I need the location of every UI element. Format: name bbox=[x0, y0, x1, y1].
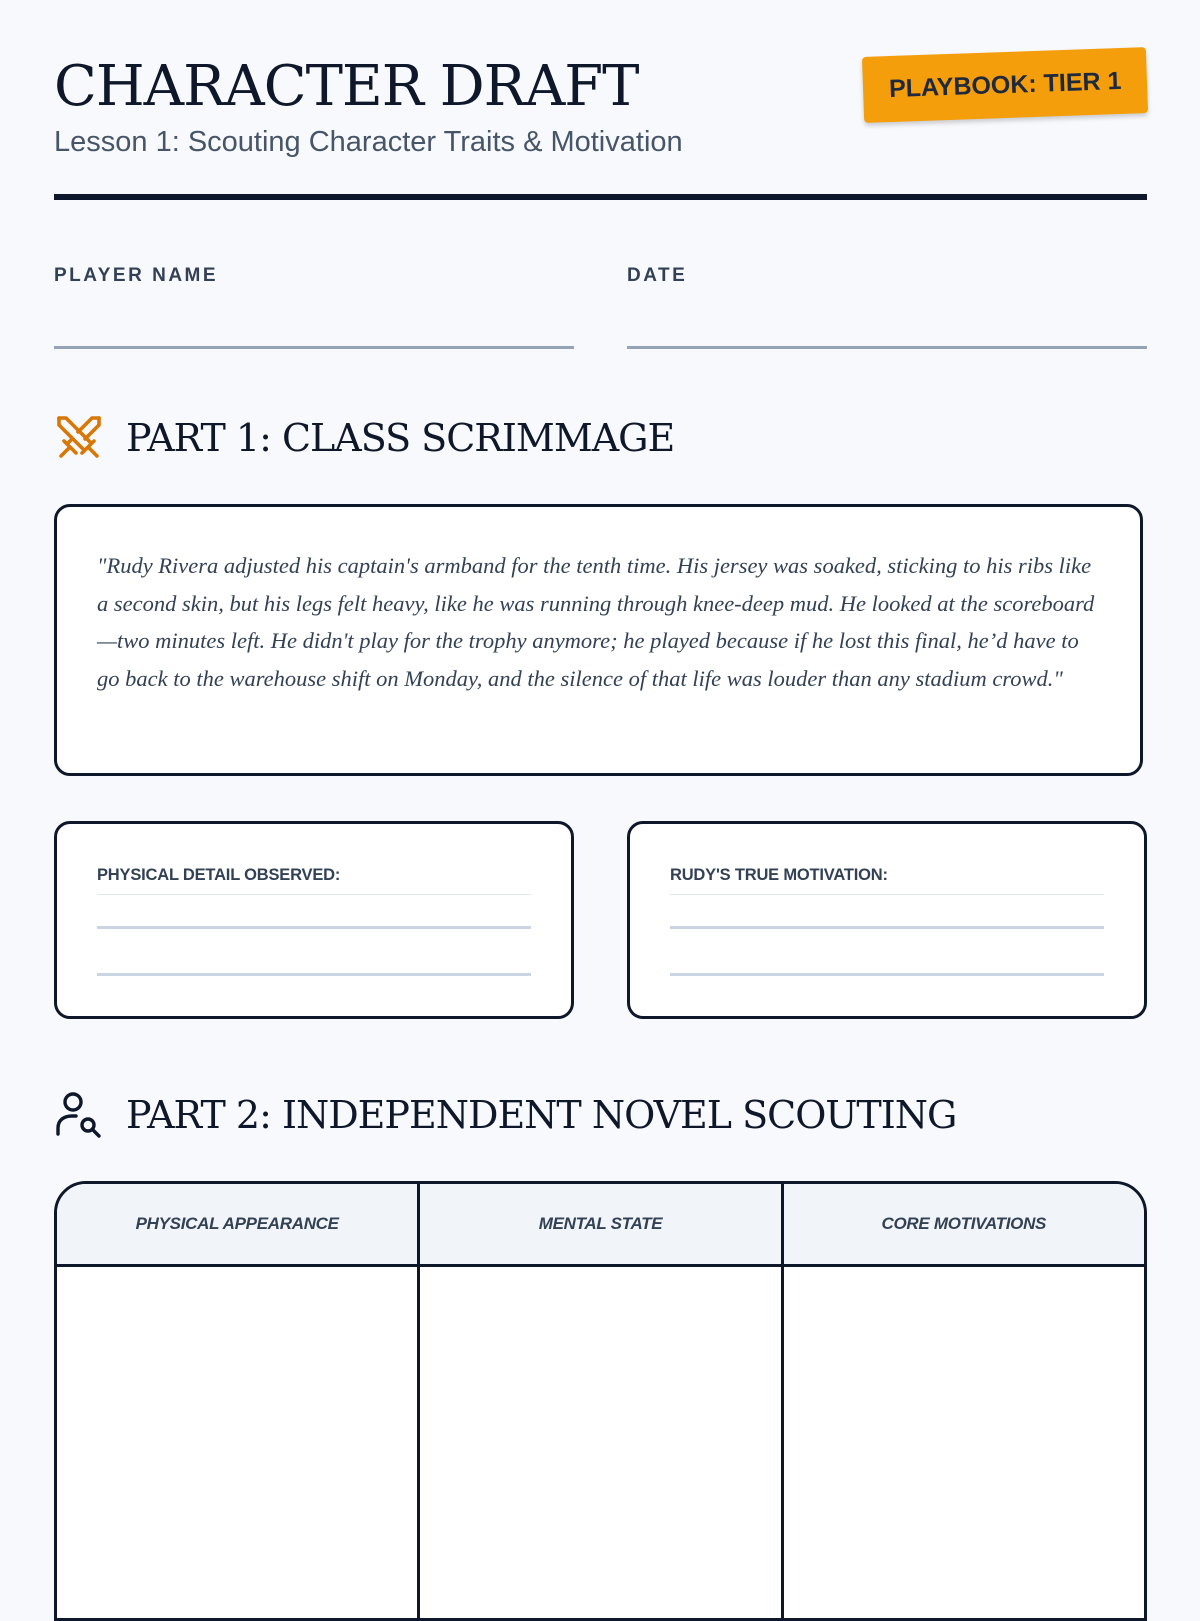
part2-heading bbox=[54, 1085, 956, 1145]
tier-badge: PLAYBOOK: TIER 1 bbox=[861, 47, 1148, 123]
column-header: PHYSICAL APPEARANCE bbox=[57, 1184, 417, 1267]
worksheet-header bbox=[54, 52, 1147, 202]
date-field[interactable] bbox=[627, 264, 1147, 349]
part1-heading bbox=[54, 408, 674, 468]
motivation-box[interactable] bbox=[627, 821, 1147, 1019]
passage-text: "Rudy Rivera adjusted his captain's armband for the tenth time. His jersey was soaked, sticking to his ribs like a second skin, but his legs felt heavy, like he was running through knee-deep mud. He looked at the scoreboard—two minutes left. He didn't play for the trophy anymore; he played because if he lost this final, he’d have to go back to the warehouse shift on Monday, and the silence of that life was louder than any stadium crowd." bbox=[97, 553, 1095, 691]
part2-title: PART 2: INDEPENDENT NOVEL SCOUTING bbox=[126, 1093, 957, 1137]
user-search-icon bbox=[54, 1090, 104, 1140]
date-label: DATE bbox=[627, 265, 688, 286]
player-name-field[interactable] bbox=[54, 264, 574, 349]
worksheet-page bbox=[54, 0, 1147, 1600]
column-header: CORE MOTIVATIONS bbox=[784, 1184, 1144, 1267]
motivation-label: RUDY'S TRUE MOTIVATION: bbox=[670, 866, 888, 884]
scouting-table bbox=[54, 1181, 1147, 1621]
table-column bbox=[784, 1184, 1144, 1618]
physical-detail-label: PHYSICAL DETAIL OBSERVED: bbox=[97, 866, 341, 884]
page-title: CHARACTER DRAFT bbox=[54, 54, 639, 119]
player-name-line[interactable] bbox=[54, 346, 574, 349]
column-header: MENTAL STATE bbox=[420, 1184, 780, 1267]
table-cell[interactable] bbox=[57, 1267, 417, 1618]
crossed-swords-icon bbox=[54, 413, 104, 463]
physical-detail-box[interactable] bbox=[54, 821, 574, 1019]
part1-title: PART 1: CLASS SCRIMMAGE bbox=[126, 416, 675, 460]
player-name-label: PLAYER NAME bbox=[54, 265, 219, 286]
answer-line[interactable] bbox=[97, 973, 531, 976]
table-column bbox=[420, 1184, 783, 1618]
header-divider bbox=[54, 194, 1147, 200]
table-cell[interactable] bbox=[420, 1267, 780, 1618]
answer-line[interactable] bbox=[670, 973, 1104, 976]
label-underline bbox=[97, 894, 531, 895]
lesson-subtitle: Lesson 1: Scouting Character Traits & Motivation bbox=[54, 126, 683, 158]
date-line[interactable] bbox=[627, 346, 1147, 349]
answer-line[interactable] bbox=[97, 926, 531, 929]
label-underline bbox=[670, 894, 1104, 895]
passage-box bbox=[54, 504, 1143, 776]
table-column bbox=[57, 1184, 420, 1618]
answer-line[interactable] bbox=[670, 926, 1104, 929]
table-cell[interactable] bbox=[784, 1267, 1144, 1618]
